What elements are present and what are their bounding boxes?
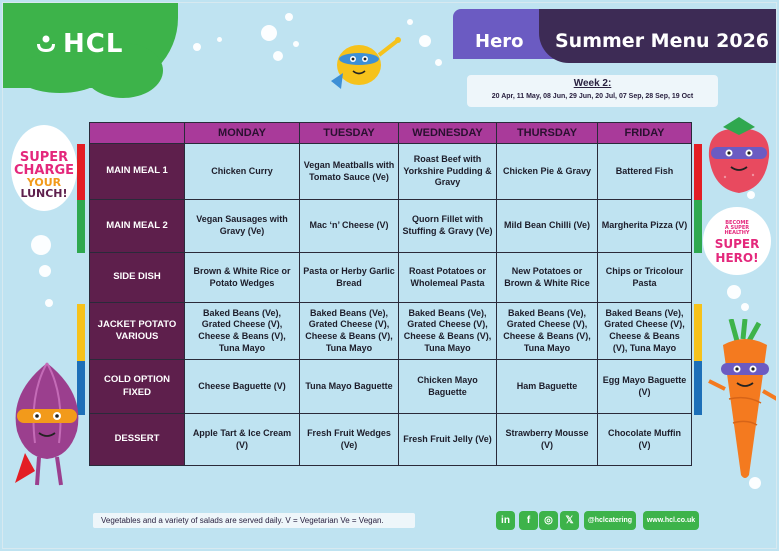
row-label: DESSERT bbox=[90, 414, 185, 466]
menu-cell: Battered Fish bbox=[598, 144, 692, 200]
hero-label: Hero bbox=[475, 31, 524, 52]
menu-cell: Apple Tart & Ice Cream (V) bbox=[185, 414, 300, 466]
row-label: MAIN MEAL 1 bbox=[90, 144, 185, 200]
strawberry-hero-character bbox=[701, 113, 777, 197]
row-label: MAIN MEAL 2 bbox=[90, 200, 185, 253]
lemon-hero-character bbox=[321, 31, 405, 97]
badge-text: SUPER bbox=[714, 237, 760, 251]
social-handle-link[interactable]: @hclcatering bbox=[584, 511, 636, 530]
badge-text: YOUR bbox=[26, 176, 62, 189]
menu-cell: New Potatoes or Brown & White Rice bbox=[497, 253, 598, 303]
bubble-decoration bbox=[39, 265, 51, 277]
badge-text: A SUPER bbox=[724, 225, 750, 231]
bubble-decoration bbox=[435, 59, 442, 66]
menu-cell: Roast Potatoes or Wholemeal Pasta bbox=[399, 253, 497, 303]
page-title: Summer Menu 2026 bbox=[555, 30, 770, 52]
footer-note: Vegetables and a variety of salads are served daily. V = Vegetarian Ve = Vegan. bbox=[93, 513, 415, 528]
super-charge-badge bbox=[11, 125, 77, 211]
table-row bbox=[90, 303, 692, 360]
table-row bbox=[90, 253, 692, 303]
row-color-bar-right bbox=[694, 361, 702, 415]
x-icon[interactable]: 𝕏 bbox=[560, 511, 579, 530]
bubble-decoration bbox=[727, 285, 741, 299]
badge-text: HEALTHY bbox=[724, 230, 750, 236]
menu-cell: Quorn Fillet with Stuffing & Gravy (Ve) bbox=[399, 200, 497, 253]
menu-poster bbox=[2, 2, 777, 549]
menu-cell: Fresh Fruit Wedges (Ve) bbox=[300, 414, 399, 466]
row-color-bar-left bbox=[77, 200, 85, 253]
table-corner bbox=[90, 123, 185, 144]
menu-cell: Pasta or Herby Garlic Bread bbox=[300, 253, 399, 303]
table-row bbox=[90, 360, 692, 414]
bubble-decoration bbox=[31, 235, 51, 255]
menu-cell: Mild Bean Chilli (Ve) bbox=[497, 200, 598, 253]
bubble-decoration bbox=[193, 43, 201, 51]
menu-cell: Baked Beans (Ve), Grated Cheese (V), Cheese & Beans (V), Tuna Mayo bbox=[497, 303, 598, 360]
week-title: Week 2: bbox=[573, 78, 612, 89]
menu-cell: Chicken Mayo Baguette bbox=[399, 360, 497, 414]
menu-cell: Brown & White Rice or Potato Wedges bbox=[185, 253, 300, 303]
menu-cell: Chicken Pie & Gravy bbox=[497, 144, 598, 200]
table-row bbox=[90, 144, 692, 200]
day-header: WEDNESDAY bbox=[399, 123, 497, 144]
bubble-decoration bbox=[285, 13, 293, 21]
menu-cell: Roast Beef with Yorkshire Pudding & Gravy bbox=[399, 144, 497, 200]
bubble-decoration bbox=[273, 51, 283, 61]
menu-cell: Chicken Curry bbox=[185, 144, 300, 200]
bubble-decoration bbox=[741, 303, 749, 311]
menu-cell: Baked Beans (Ve), Grated Cheese (V), Cheese & Beans (V), Tuna Mayo bbox=[598, 303, 692, 360]
day-header: THURSDAY bbox=[497, 123, 598, 144]
bubble-decoration bbox=[261, 25, 277, 41]
linkedin-icon[interactable]: in bbox=[496, 511, 515, 530]
hcl-logo bbox=[35, 29, 123, 59]
badge-text: HERO! bbox=[715, 251, 759, 265]
day-header: FRIDAY bbox=[598, 123, 692, 144]
menu-table bbox=[89, 122, 692, 466]
menu-cell: Tuna Mayo Baguette bbox=[300, 360, 399, 414]
badge-text: LUNCH! bbox=[20, 187, 68, 200]
row-label: COLD OPTION FIXED bbox=[90, 360, 185, 414]
menu-cell: Mac ‘n’ Cheese (V) bbox=[300, 200, 399, 253]
table-row bbox=[90, 200, 692, 253]
bubble-decoration bbox=[293, 41, 299, 47]
row-label: SIDE DISH bbox=[90, 253, 185, 303]
menu-cell: Fresh Fruit Jelly (Ve) bbox=[399, 414, 497, 466]
menu-cell: Baked Beans (Ve), Grated Cheese (V), Cheese & Beans (V), Tuna Mayo bbox=[300, 303, 399, 360]
logo-text: HCL bbox=[63, 29, 124, 59]
badge-text: SUPER bbox=[19, 150, 69, 165]
instagram-icon[interactable]: ◎ bbox=[539, 511, 558, 530]
row-color-bar-right bbox=[694, 200, 702, 253]
row-label: JACKET POTATO VARIOUS bbox=[90, 303, 185, 360]
menu-cell: Strawberry Mousse (V) bbox=[497, 414, 598, 466]
menu-cell: Baked Beans (Ve), Grated Cheese (V), Cheese & Beans (V), Tuna Mayo bbox=[185, 303, 300, 360]
menu-cell: Baked Beans (Ve), Grated Cheese (V), Cheese & Beans (V), Tuna Mayo bbox=[399, 303, 497, 360]
week-info bbox=[467, 75, 718, 107]
table-row bbox=[90, 414, 692, 466]
menu-cell: Margherita Pizza (V) bbox=[598, 200, 692, 253]
badge-text: BECOME bbox=[725, 220, 749, 226]
day-header: MONDAY bbox=[185, 123, 300, 144]
bubble-decoration bbox=[419, 35, 431, 47]
menu-cell: Egg Mayo Baguette (V) bbox=[598, 360, 692, 414]
menu-cell: Vegan Meatballs with Tomato Sauce (Ve) bbox=[300, 144, 399, 200]
menu-cell: Chocolate Muffin (V) bbox=[598, 414, 692, 466]
bubble-decoration bbox=[407, 19, 413, 25]
menu-cell: Chips or Tricolour Pasta bbox=[598, 253, 692, 303]
logo-background-lobe bbox=[15, 53, 105, 93]
row-color-bar-left bbox=[77, 144, 85, 200]
onion-hero-character bbox=[5, 353, 89, 489]
row-color-bar-right bbox=[694, 304, 702, 361]
bubble-decoration bbox=[45, 299, 53, 307]
menu-cell: Cheese Baguette (V) bbox=[185, 360, 300, 414]
hands-leaf-icon bbox=[35, 33, 57, 55]
facebook-icon[interactable]: f bbox=[519, 511, 538, 530]
menu-cell: Vegan Sausages with Gravy (Ve) bbox=[185, 200, 300, 253]
menu-cell: Ham Baguette bbox=[497, 360, 598, 414]
super-hero-badge bbox=[703, 207, 771, 275]
bubble-decoration bbox=[217, 37, 222, 42]
carrot-hero-character bbox=[707, 319, 777, 489]
badge-text: CHARGE bbox=[13, 163, 75, 178]
table-header-row bbox=[90, 123, 692, 144]
day-header: TUESDAY bbox=[300, 123, 399, 144]
website-link[interactable]: www.hcl.co.uk bbox=[643, 511, 699, 530]
week-dates: 20 Apr, 11 May, 08 Jun, 29 Jun, 20 Jul, 07 Sep, 28 Sep, 19 Oct bbox=[491, 93, 694, 100]
